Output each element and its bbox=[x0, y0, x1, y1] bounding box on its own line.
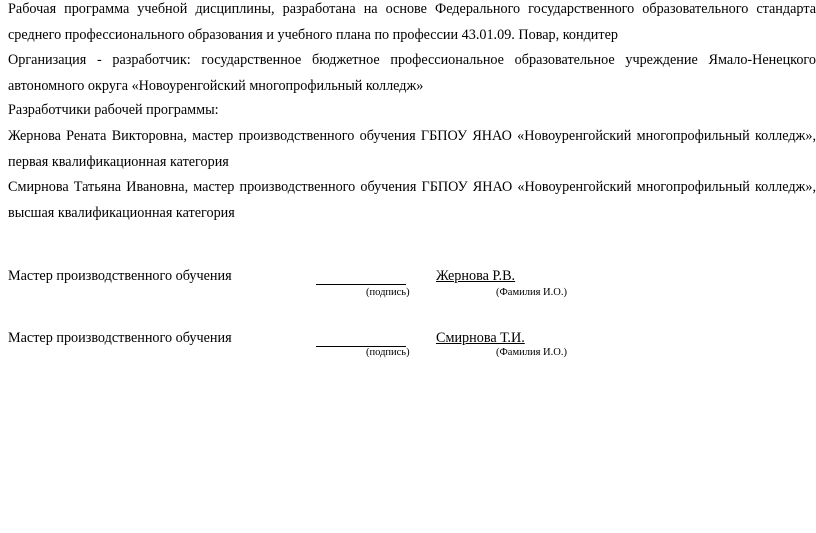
signature-caption: (подпись) bbox=[366, 347, 410, 358]
name-caption: (Фамилия И.О.) bbox=[496, 347, 567, 358]
signature-caption: (подпись) bbox=[366, 287, 410, 298]
signature-role: Мастер производственного обучения bbox=[8, 330, 232, 346]
signature-line bbox=[316, 331, 406, 347]
paragraph-basis: Рабочая программа учебной дисциплины, разработана на основе Федерального государственного образовательного стандарта среднего профессионального образования и учебного плана по профессии 43.01.09. Повар, кондитер bbox=[8, 1, 816, 43]
signature-name: Смирнова Т.И. bbox=[436, 330, 525, 346]
signature-role: Мастер производственного обучения bbox=[8, 268, 232, 284]
paragraph-developer-2: Смирнова Татьяна Ивановна, мастер производственного обучения ГБПОУ ЯНАО «Новоуренгойский многопрофильный колледж», высшая квалификационная категория bbox=[8, 179, 816, 221]
paragraph-developer-1: Жернова Рената Викторовна, мастер производственного обучения ГБПОУ ЯНАО «Новоуренгойский многопрофильный колледж», первая квалификационная категория bbox=[8, 128, 816, 170]
name-caption: (Фамилия И.О.) bbox=[496, 287, 567, 298]
paragraph-developers-heading: Разработчики рабочей программы: bbox=[8, 102, 219, 118]
signature-name: Жернова Р.В. bbox=[436, 268, 516, 284]
signature-line bbox=[316, 269, 406, 285]
paragraph-organization: Организация - разработчик: государственное бюджетное профессиональное образовательное учреждение Ямало-Ненецкого автономного округа «Новоуренгойский многопрофильный колледж» bbox=[8, 52, 816, 94]
